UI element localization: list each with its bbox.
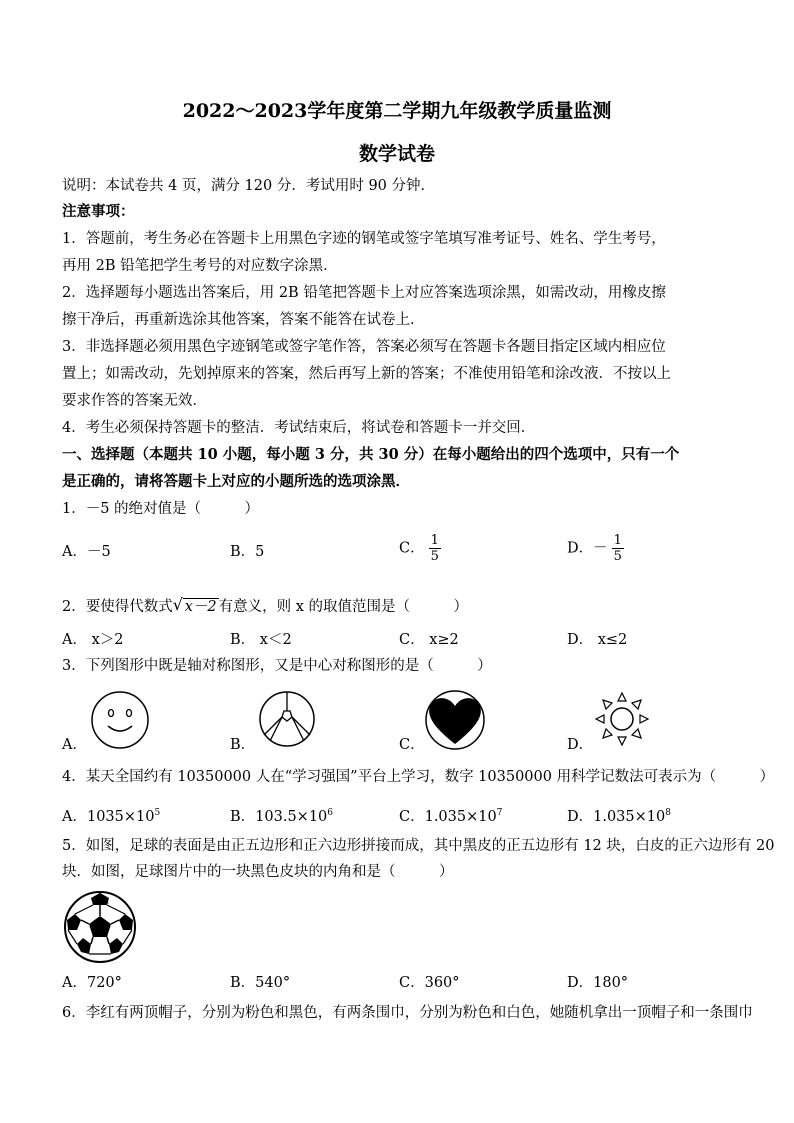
question-4-stem: 4．某天全国约有 10350000 人在“学习强国”平台上学习，数字 10350000 用科学记数法可表示为（ ） [62,769,775,785]
q3-option-d: D． [567,737,594,753]
q2-option-a: A． x＞2 [62,632,124,648]
question-1-stem: 1．－5 的绝对值是（ ） [62,501,260,517]
exam-subtitle: 数学试卷 [358,143,435,165]
smiley-icon [88,690,152,750]
notice-line: 擦干净后，再重新选涂其他答案，答案不能答在试卷上． [62,312,425,328]
q4-b-base: B．103.5×10 [230,808,328,825]
q1-option-d-fraction [612,533,624,564]
q1-option-c [399,533,441,564]
notice-line: 置上；如需改动，先划掉原来的答案，然后再写上新的答案；不准使用铅笔和涂改液．不按以上 [62,366,671,382]
q2-stem-pre: 2．要使得代数式 [62,599,173,615]
question-3-stem: 3．下列图形中既是轴对称图形，又是中心对称图形的是（ ） [62,658,492,674]
q4-d-exponent: 8 [665,808,671,818]
sqrt-symbol: √ [172,595,183,614]
fraction-denominator: 5 [613,549,622,564]
q4-a-base: A．1035×10 [62,808,155,825]
fraction-denominator: 5 [430,549,439,564]
q5-option-d: D．180° [567,975,629,991]
q1-option-c-fraction [429,533,441,564]
q2-radicand: x－2 [184,599,217,615]
q5-option-c: C．360° [399,975,460,991]
q3-option-b: B． [230,737,256,753]
q1-option-c-label: C． [399,540,425,557]
q4-option-b [230,803,333,827]
notice-line: 再用 2B 铅笔把学生考号的对应数字涂黑． [62,258,338,274]
q4-c-exponent: 7 [496,808,503,818]
q4-option-a [62,803,160,827]
q4-d-base: D．1.035×10 [567,808,666,825]
question-6-stem: 6．李红有两顶帽子，分别为粉色和黑色，有两条围巾，分别为粉色和白色，她随机拿出一顶帽子和一条围巾 [62,1005,753,1021]
soccer-ball-icon [63,890,137,964]
question-2-stem [62,597,468,617]
q5-option-a: A．720° [62,975,122,991]
q4-c-base: C．1.035×10 [399,808,497,825]
notice-line: 3．非选择题必须用黑色字迹钢笔或签字笔作答，答案必须写在答题卡各题目指定区域内相应位 [62,339,666,355]
q2-option-b: B． x＜2 [230,632,292,648]
q2-option-c: C． x≥2 [399,632,459,648]
q2-stem-post: 有意义，则 x 的取值范围是（ ） [218,599,469,615]
exam-title: 2022～2023学年度第二学期九年级教学质量监测 [182,100,612,122]
q4-b-exponent: 6 [327,808,334,818]
question-5-stem-cont: 块．如图，足球图片中的一块黑色皮块的内角和是（ ） [62,864,454,880]
q4-option-d [567,803,671,827]
fraction-numerator: 1 [430,533,439,548]
q5-option-b: B．540° [230,975,291,991]
q4-option-c [399,803,502,827]
q3-option-c: C． [399,737,425,753]
exam-note: 说明：本试卷共 4 页，满分 120 分．考试用时 90 分钟． [62,178,436,194]
section-heading: 一、选择题（本题共 10 小题，每小题 3 分，共 30 分）在每小题给出的四个选项中，只有一个 [62,446,680,463]
circle-tribar-icon [256,689,318,749]
q1-option-b: B．5 [230,544,265,560]
q1-option-d-label: D．－ [567,540,608,557]
question-5-stem: 5．如图，足球的表面是由正五边形和正六边形拼接而成，其中黑皮的正五边形有 12 块，白皮的正六边形有 20 [62,838,775,854]
fraction-numerator: 1 [613,533,622,548]
notice-line: 4．考生必须保持答题卡的整洁．考试结束后，将试卷和答题卡一并交回． [62,420,536,436]
heart-circle-icon [424,689,486,751]
notice-line: 要求作答的答案无效． [62,393,207,409]
notice-heading: 注意事项： [62,203,135,220]
notice-line: 1．答题前，考生务必在答题卡上用黑色字迹的钢笔或签字笔填写准考证号、姓名、学生考号， [62,231,666,247]
q2-sqrt-expression [173,597,219,617]
section-heading-cont: 是正确的，请将答题卡上对应的小题所选的选项涂黑． [62,473,410,490]
q4-a-exponent: 5 [154,808,161,818]
sun-icon [592,689,652,749]
q3-option-a: A． [62,737,87,753]
notice-line: 2．选择题每小题选出答案后，用 2B 铅笔把答题卡上对应答案选项涂黑，如需改动，用橡皮擦 [62,285,666,301]
q2-option-d: D． x≤2 [567,632,628,648]
q1-option-d [567,533,624,564]
q1-option-a: A．－5 [62,544,111,560]
